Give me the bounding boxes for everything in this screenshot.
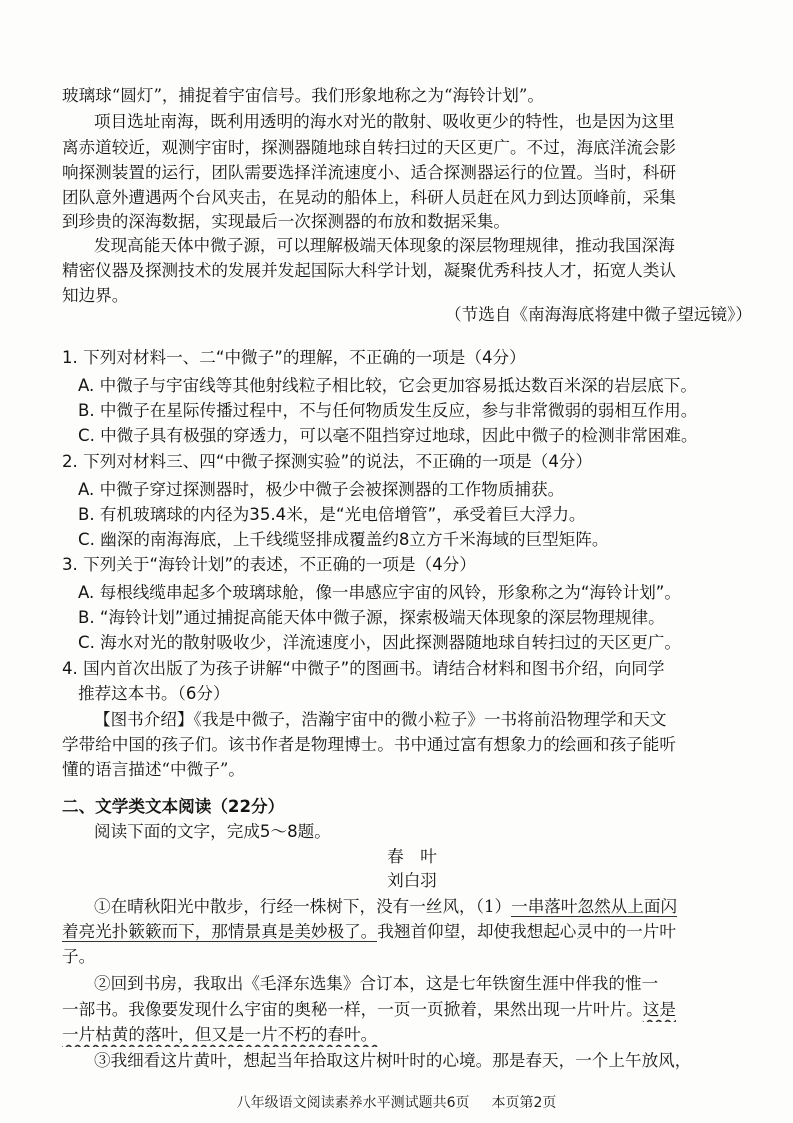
paragraph-1-line (62, 920, 762, 944)
emphasis-dots: 不正确 • • • (349, 346, 399, 370)
emphasis-dots: 不正确 • • • (299, 553, 349, 577)
q1-post: 的一项是（4分） (399, 348, 526, 367)
q1-option-b: B. 中微子在星际传播过程中，不与任何物质发生反应，参与非常微弱的弱相互作用。 (78, 401, 698, 420)
question-3-stem (62, 553, 762, 577)
footer-page-number: 本页第2页 (491, 1095, 557, 1111)
material-line: 响探测装置的运行，团队需要选择洋流速度小、适合探测器运行的位置。当时，科研 (62, 163, 676, 182)
q3-option-b: B. “海铃计划”通过捕捉高能天体中微子源，探索极端天体现象的深层物理规律。 (78, 608, 665, 627)
book-intro-line: 学带给中国的孩子们。该书作者是物理博士。书中通过富有想象力的绘画和孩子能听 (62, 735, 676, 754)
q1-pre: 1. 下列对材料一、二“中微子”的理解， (62, 348, 350, 367)
material-line: 玻璃球“圆灯”，捕捉着宇宙信号。我们形象地称之为“海铃计划”。 (62, 86, 544, 105)
paragraph-2-line (62, 1023, 762, 1047)
section-heading: 二、文学类文本阅读（22分） (62, 797, 285, 816)
question-4-line2: 推荐这本书。（6分） (78, 684, 230, 703)
q2-pre: 2. 下列对材料三、四“中微子探测实验”的说法， (62, 452, 416, 471)
underlined-sentence: 着亮光扑簌簌而下，那情景真是美妙极了。 (62, 922, 378, 941)
question-1-stem (62, 346, 762, 370)
material-line: 发现高能天体中微子源，可以理解极端天体现象的深层物理规律，推动我国深海 (94, 236, 675, 255)
material-line: 到珍贵的深海数据，实现最后一次探测器的布放和数据采集。 (62, 212, 511, 231)
underlined-sentence: 一串落叶忽然从上面闪 (511, 897, 678, 916)
source-citation: （节选自《南海海底将建中微子望远镜》） (445, 305, 752, 324)
paragraph-2-line (62, 998, 762, 1022)
wavy-underlined-sentence: 一片枯黄的落叶，但又是一片不朽的春叶。 (62, 1025, 378, 1044)
material-line: 知边界。 (62, 286, 129, 305)
emphasis-dots: 一页一页 • • • (377, 998, 443, 1022)
paragraph-1-line (94, 895, 762, 919)
material-line: 团队意外遭遇两个台风夹击，在晃动的船体上，科研人员赶在风力到达顶峰前，采集 (62, 188, 676, 207)
q3-option-a: A. 每根线缆串起多个玻璃球舱，像一串感应宇宙的风铃，形象称之为“海铃计划”。 (78, 583, 681, 602)
p2-text: 掀着，果然出现一片叶片。 (443, 1000, 643, 1019)
q2-option-c: C. 幽深的南海海底，上千线缆竖排成覆盖约8立方千米海域的巨型矩阵。 (78, 530, 609, 549)
wavy-underlined-sentence: 这是 (642, 1000, 676, 1019)
book-intro-line: 【图书介绍】《我是中微子，浩瀚宇宙中的微小粒子》一书将前沿物理学和天文 (94, 710, 667, 729)
q2-option-b: B. 有机玻璃球的内径为35.4米，是“光电倍增管”，承受着巨大浮力。 (78, 505, 586, 524)
q3-post: 的一项是（4分） (349, 555, 476, 574)
material-line: 离赤道较近，观测宇宙时，探测器随地球自转扫过的天区更广。不过，海底洋流会影 (62, 138, 676, 157)
p2-text: 一部书。我像要发现什么宇宙的奥秘一样， (62, 1000, 378, 1019)
article-author: 刘白羽 (387, 871, 437, 890)
material-line: 项目选址南海，既利用透明的海水对光的散射、吸收更少的特性，也是因为这里 (94, 112, 675, 131)
section-instruction: 阅读下面的文字，完成5～8题。 (94, 822, 331, 841)
p1-text: 我翘首仰望，却使我想起心灵中的一片叶 (377, 922, 676, 941)
q1-option-c: C. 中微子具有极强的穿透力，可以毫不阻挡穿过地球，因此中微子的检测非常困难。 (78, 426, 698, 445)
question-2-stem (62, 450, 762, 474)
footer-total-pages: 八年级语文阅读素养水平测试题共6页 (236, 1095, 470, 1111)
q3-pre: 3. 下列关于“海铃计划”的表述， (62, 555, 300, 574)
article-title: 春 叶 (387, 847, 437, 866)
paragraph-1-line: 子。 (62, 947, 96, 966)
q2-post: 的一项是（4分） (465, 452, 593, 471)
emphasis-dots: 不正确 • • • (416, 450, 466, 474)
paragraph-2-line: ②回到书房，我取出《毛泽东选集》合订本，这是七年铁窗生涯中伴我的惟一 (94, 974, 659, 993)
q3-option-c: C. 海水对光的散射吸收少，洋流速度小，因此探测器随地球自转扫过的天区更广。 (78, 633, 681, 652)
paragraph-3-line: ③我细看这片黄叶，想起当年拾取这片树叶时的心境。那是春天，一个上午放风， (94, 1051, 692, 1070)
page-footer (0, 1092, 793, 1112)
book-intro-line: 懂的语言描述“中微子”。 (62, 760, 245, 779)
material-line: 精密仪器及探测技术的发展并发起国际大科学计划，凝聚优秀科技人才，拓宽人类认 (62, 261, 676, 280)
p1-text: ①在晴秋阳光中散步，行经一株树下，没有一丝风，（1） (94, 897, 512, 916)
question-4-line1: 4. 国内首次出版了为孩子讲解“中微子”的图画书。请结合材料和图书介绍，向同学 (62, 659, 665, 678)
q2-option-a: A. 中微子穿过探测器时，极少中微子会被探测器的工作物质捕获。 (78, 480, 565, 499)
q1-option-a: A. 中微子与宇宙线等其他射线粒子相比较，它会更加容易抵达数百米深的岩层底下。 (78, 376, 697, 395)
